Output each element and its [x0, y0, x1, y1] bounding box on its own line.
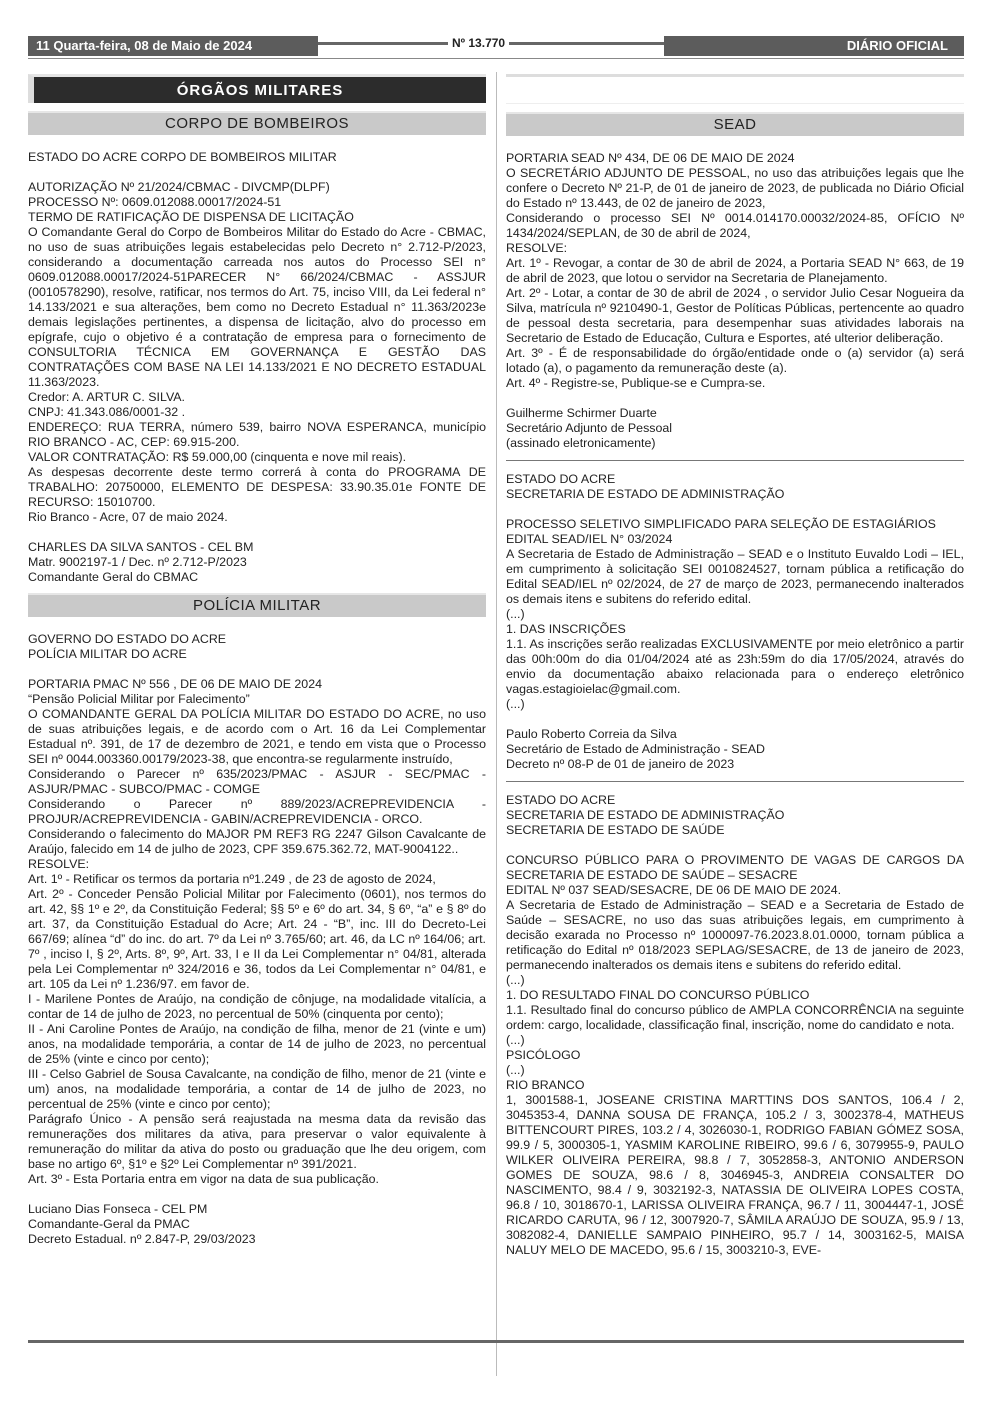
page	[28, 36, 964, 1257]
right-column	[506, 74, 964, 1258]
text-line: CONCURSO PÚBLICO PARA O PROVIMENTO DE VAGAS DE CARGOS DA SECRETARIA DE ESTADO DE SAÚDE – SESACRE	[506, 853, 964, 882]
text-line: Decreto Estadual. nº 2.847-P, 29/03/2023	[28, 1232, 256, 1246]
text-line: Considerando o processo SEI Nº 0014.014170.00032/2024-85, OFÍCIO Nº 1434/2024/SEPLAN, de 30 de abril de 2024,	[506, 211, 964, 240]
text-line: (...)	[506, 1033, 525, 1047]
text-line: A Secretaria de Estado de Administração – SEAD e a Secretaria de Estado de Saúde – SESACRE, no uso das suas atribuições legais, em cumprimento à decisão exarada no Processo nº 1000097-76.2023.8.01.0000, tornam pública a retificação do Edital nº 018/2023 SEPLAG/SESACRE, de 13 de janeiro de 2023, permanecendo inalterados os demais itens e subitens do referido edital.	[506, 898, 964, 972]
bombeiros-text	[28, 150, 486, 585]
page-header	[28, 36, 964, 58]
header-journal-title: DIÁRIO OFICIAL	[664, 36, 964, 56]
left-column	[28, 74, 486, 1247]
text-line: 1.1. Resultado final do concurso público de AMPLA CONCORRÊNCIA na seguinte ordem: cargo, localidade, classificação final, inscrição, nome do candidato e nota.	[506, 1003, 964, 1032]
section-title-bombeiros: CORPO DE BOMBEIROS	[28, 111, 486, 135]
text-line: Art. 1º - Retificar os termos da portaria nº1.249 , de 23 de agosto de 2024,	[28, 872, 436, 886]
text-line: Rio Branco - Acre, 07 de maio 2024.	[28, 510, 228, 524]
text-line: Considerando o falecimento do MAJOR PM REF3 RG 2247 Gilson Cavalcante de Araújo, falecido em 14 de julho de 2023, CPF 359.675.362.72, MAT-9004122..	[28, 827, 486, 856]
text-line: O SECRETÁRIO ADJUNTO DE PESSOAL, no uso das atribuições legais que lhe confere o Decreto Nº 21-P, de 01 de janeiro de 2023, de publicada no Diário Oficial do Estado nº 13.443, de 02 de janeiro de 2023,	[506, 166, 964, 210]
text-line: PORTARIA PMAC Nº 556 , DE 06 DE MAIO DE 2024	[28, 677, 322, 691]
text-line: ESTADO DO ACRE	[506, 793, 616, 807]
text-line	[28, 525, 486, 540]
section-title-pm: POLÍCIA MILITAR	[28, 593, 486, 617]
text-line: Credor: A. ARTUR C. SILVA.	[28, 390, 185, 404]
text-line: 1, 3001588-1, JOSEANE CRISTINA MARTTINS DOS SANTOS, 106.4 / 2, 3045353-4, DANNA SOUSA DE FRANÇA, 105.2 / 3, 3002378-4, MATHEUS BITTENCOURT PIRES, 103.2 / 4, 3026030-1, RODRIGO FABIAN GÓMEZ SOSA, 99.9 / 5, 3000305-1, YASMIM KAROLINE RIBEIRO, 99.6 / 6, 3079955-9, PAULO WILKER OLIVEIRA PEREIRA, 98.8 / 7, 3052858-3, ANTONIO ANDERSON GOMES DE SOUZA, 98.6 / 8, 3046945-3, ANDREIA CONSALTER DO NASCIMENTO, 98.4 / 9, 3032192-3, NATASSIA DE OLIVEIRA LOPES COSTA, 96.8 / 10, 3018670-1, LARISSA OLIVEIRA FRANÇA, 96.7 / 11, 3004447-1, JOSÉ RICARDO CARUTA, 96 / 12, 3007920-7, SÂMILA ARAÚJO DE SOUZA, 95.9 / 13, 3082082-4, DANIELLE SAMPAIO PINHEIRO, 95.7 / 14, 3003162-5, MAISA NALUY MELO DE MACEDO, 95.6 / 15, 3003210-3, EVE-	[506, 1093, 964, 1257]
text-line: (...)	[506, 607, 525, 621]
text-line: CNPJ: 41.343.086/0001-32 .	[28, 405, 186, 419]
spacer	[506, 136, 964, 151]
text-line: Parágrafo Único - A pensão será reajustada na mesma data da revisão das remunerações dos militares da ativa, para preservar o valor equivalente à remuneração do militar da ativa do posto ou graduação que lhe deu origem, com base no artigo 6º, §1º e §2º Lei Complementar nº 391/2021.	[28, 1112, 486, 1171]
text-line: Comandante-Geral da PMAC	[28, 1217, 190, 1231]
text-line: ENDEREÇO: RUA TERRA, número 539, bairro NOVA ESPERANCA, município RIO BRANCO - AC, CEP: 69.915-200.	[28, 420, 486, 449]
header-number-area	[318, 36, 664, 56]
text-line: “Pensão Policial Militar por Falecimento”	[28, 692, 250, 706]
text-line: (...)	[506, 1063, 525, 1077]
section-title-military: ÓRGÃOS MILITARES	[28, 74, 486, 103]
pm-text	[28, 632, 486, 1247]
section-title-sead: SEAD	[506, 112, 964, 136]
text-line: (assinado eletronicamente)	[506, 436, 656, 450]
text-line: (...)	[506, 697, 525, 711]
text-line: Art. 3º - Esta Portaria entra em vigor na data de sua publicação.	[28, 1172, 379, 1186]
text-line: SECRETARIA DE ESTADO DE SAÚDE	[506, 823, 725, 837]
text-line: VALOR CONTRATAÇÃO: R$ 59.000,00 (cinquenta e nove mil reais).	[28, 450, 407, 464]
text-line: Art. 1º - Revogar, a contar de 30 de abril de 2024, a Portaria SEAD N° 663, de 19 de abril de 2023, que lotou o servidor na Secretaria de Planejamento.	[506, 256, 964, 285]
separator-rule	[506, 781, 964, 782]
text-line	[506, 712, 964, 727]
text-line: EDITAL SEAD/IEL N° 03/2024	[506, 532, 673, 546]
text-line: PROCESSO SELETIVO SIMPLIFICADO PARA SELEÇÃO DE ESTAGIÁRIOS	[506, 517, 936, 531]
text-line: PROCESSO Nº: 0609.012088.00017/2024-51	[28, 195, 282, 209]
text-line: GOVERNO DO ESTADO DO ACRE	[28, 632, 227, 646]
text-line: PSICÓLOGO	[506, 1048, 581, 1062]
text-line: Secretário de Estado de Administração - SEAD	[506, 742, 765, 756]
text-line: POLÍCIA MILITAR DO ACRE	[28, 647, 187, 661]
text-line: Luciano Dias Fonseca - CEL PM	[28, 1202, 208, 1216]
text-line: ESTADO DO ACRE	[506, 472, 616, 486]
text-line	[506, 391, 964, 406]
text-line: 1.1. As inscrições serão realizadas EXCLUSIVAMENTE por meio eletrônico a partir das 00h:00m do dia 01/04/2024 até as 23h:59m do dia 17/05/2024, através do envio da documentação abaixo relacionada para o endereço eletrônico vagas.estagioielac@gmail.com.	[506, 637, 964, 696]
text-line: RESOLVE:	[28, 857, 90, 871]
text-line: 1. DAS INSCRIÇÕES	[506, 622, 626, 636]
text-line: RIO BRANCO	[506, 1078, 585, 1092]
header-rule	[28, 58, 964, 59]
concurso-edital-text	[506, 793, 964, 1258]
text-line: I - Marilene Pontes de Araújo, na condição de cônjuge, na modalidade vitalícia, a contar de 14 de julho de 2023, no percentual de 50% (cinquenta por cento);	[28, 992, 486, 1021]
text-line: 1. DO RESULTADO FINAL DO CONCURSO PÚBLICO	[506, 988, 810, 1002]
text-line: PORTARIA SEAD Nº 434, DE 06 DE MAIO DE 2024	[506, 151, 795, 165]
text-line	[506, 502, 964, 517]
text-line: AUTORIZAÇÃO Nº 21/2024/CBMAC - DIVCMP(DLPF)	[28, 180, 330, 194]
text-line: A Secretaria de Estado de Administração – SEAD e o Instituto Euvaldo Lodi – IEL, em cumprimento à solicitação SEI 0010824527, tornam pública a retificação do Edital SEAD/IEL nº 02/2024, de 27 de março de 2023, permanecendo inalterados os demais itens e subitens do referido edital.	[506, 547, 964, 606]
section-blank-bar	[506, 74, 964, 104]
header-date: 11 Quarta-feira, 08 de Maio de 2024	[28, 36, 318, 56]
text-line: As despesas decorrente deste termo correrá à conta do PROGRAMA DE TRABALHO: 20750000, ELEMENTO DE DESPESA: 33.90.35.01e FONTE DE RECURSO: 15010700.	[28, 465, 486, 509]
text-line: Matr. 9002197-1 / Dec. nº 2.712-P/2023	[28, 555, 247, 569]
text-line	[28, 662, 486, 677]
text-line: TERMO DE RATIFICAÇÃO DE DISPENSA DE LICITAÇÃO	[28, 210, 354, 224]
estagiarios-edital-text	[506, 472, 964, 772]
text-line: Art. 2º - Conceder Pensão Policial Militar por Falecimento (0601), nos termos do art. 42, §§ 1º e 2º, da Constituição Federal; §§ 5º e 6º do art. 34, § 6º, “a” e § 8º do art. 37, da Constituição Estadual do Acre; Art. 24 - “B”, inc. III do Decreto-Lei 667/69; alínea “d” do inc. do art. 7º da Lei nº 3.765/60; art. 46, da LC nº 164/06; art. 7º , inciso I, § 2º, Arts. 8º, 9º, Art. 33, I e II da Lei Complementar n° 04/81, alterada pela Lei Complementar nº 324/2016 e 36, todos da Lei Complementar n° 04/81, e art. 105 da Lei nº 1.236/97. em favor de.	[28, 887, 486, 991]
text-line: II - Ani Caroline Pontes de Araújo, na condição de filha, menor de 21 (vinte e um) anos, na modalidade temporária, a contar de 14 de julho de 2023, no percentual de 25% (vinte e cinco por cento);	[28, 1022, 486, 1066]
separator-rule	[506, 460, 964, 461]
text-line	[28, 1187, 486, 1202]
spacer	[28, 617, 486, 632]
header-issue-number: Nº 13.770	[448, 36, 509, 50]
text-line: III - Celso Gabriel de Sousa Cavalcante, na condição de filho, menor de 21 (vinte e um) anos, na modalidade temporária, a contar de 14 de julho de 2023, no percentual de 25% (vinte e cinco por cento);	[28, 1067, 486, 1111]
text-line: Guilherme Schirmer Duarte	[506, 406, 657, 420]
text-line: Art. 2º - Lotar, a contar de 30 de abril de 2024 , o servidor Julio Cesar Nogueira da Silva, matrícula nº 9210490-1, Gestor de Políticas Públicas, pertencente ao quadro de pessoal desta secretaria, para desempenhar suas atividades laborais na Secretario de Estado de Educação, Cultura e Esportes, até ulterior deliberação.	[506, 286, 964, 345]
text-line: Art. 4º - Registre-se, Publique-se e Cumpra-se.	[506, 376, 766, 390]
text-line	[506, 838, 964, 853]
text-line: O COMANDANTE GERAL DA POLÍCIA MILITAR DO ESTADO DO ACRE, no uso de suas atribuições legais, e de acordo com o Art. 16 da Lei Complementar Estadual nº. 391, de 17 de dezembro de 2021, e tendo em vista que o Processo SEI nº 0044.003360.00179/2023-38, que encontra-se regularmente instruído,	[28, 707, 486, 766]
text-line: Paulo Roberto Correia da Silva	[506, 727, 677, 741]
text-line: O Comandante Geral do Corpo de Bombeiros Militar do Estado do Acre - CBMAC, no uso de suas atribuições legais estabelecidas pelo Decreto n° 2.712-P/2023, considerando a documentação carreada nos autos do Processo SEI n° 0609.012088.00017/2024-51PARECER N° 66/2024/CBMAC - ASSJUR (0010578290), resolve, ratificar, nos termos do Art. 75, inciso VIII, da Lei federal n° 14.133/2021 e sua alterações, bem como no Decreto Estadual n° 11.363/2023e demais legislações pertinentes, a dispensa de licitação, alvo do processo em epígrafe, cujo o objetivo é a contratação de empresa para o fornecimento de CONSULTORIA TÉCNICA EM GOVERNANÇA E GESTÃO DAS CONTRATAÇÕES COM BASE NA LEI 14.133/2021 E NO DECRETO ESTADUAL 11.363/2023.	[28, 225, 486, 389]
text-line: Secretário Adjunto de Pessoal	[506, 421, 673, 435]
text-line	[28, 165, 486, 180]
text-line: RESOLVE:	[506, 241, 568, 255]
sead-portaria-text	[506, 151, 964, 451]
text-line: Comandante Geral do CBMAC	[28, 570, 199, 584]
text-line: Art. 3º - É de responsabilidade do órgão/entidade onde o (a) servidor (a) será lotado (a), o pagamento da remuneração deste (a).	[506, 346, 964, 375]
text-line: CHARLES DA SILVA SANTOS - CEL BM	[28, 540, 254, 554]
text-line: SECRETARIA DE ESTADO DE ADMINISTRAÇÃO	[506, 808, 785, 822]
text-line: Considerando o Parecer nº 635/2023/PMAC - ASJUR - SEC/PMAC - ASJUR/PMAC - SUBCO/PMAC - COMGE	[28, 767, 486, 796]
spacer	[28, 135, 486, 150]
text-line: ESTADO DO ACRE CORPO DE BOMBEIROS MILITAR	[28, 150, 337, 164]
text-line: Considerando o Parecer nº 889/2023/ACREPREVIDENCIA - PROJUR/ACREPREVIDENCIA - GABIN/ACREPREVIDENCIA - ORCO.	[28, 797, 486, 826]
text-line: Decreto nº 08-P de 01 de janeiro de 2023	[506, 757, 735, 771]
column-divider	[496, 72, 497, 1376]
footer-rule	[28, 1340, 964, 1343]
text-line: (...)	[506, 973, 525, 987]
text-line: SECRETARIA DE ESTADO DE ADMINISTRAÇÃO	[506, 487, 785, 501]
text-line: EDITAL Nº 037 SEAD/SESACRE, DE 06 DE MAIO DE 2024.	[506, 883, 842, 897]
